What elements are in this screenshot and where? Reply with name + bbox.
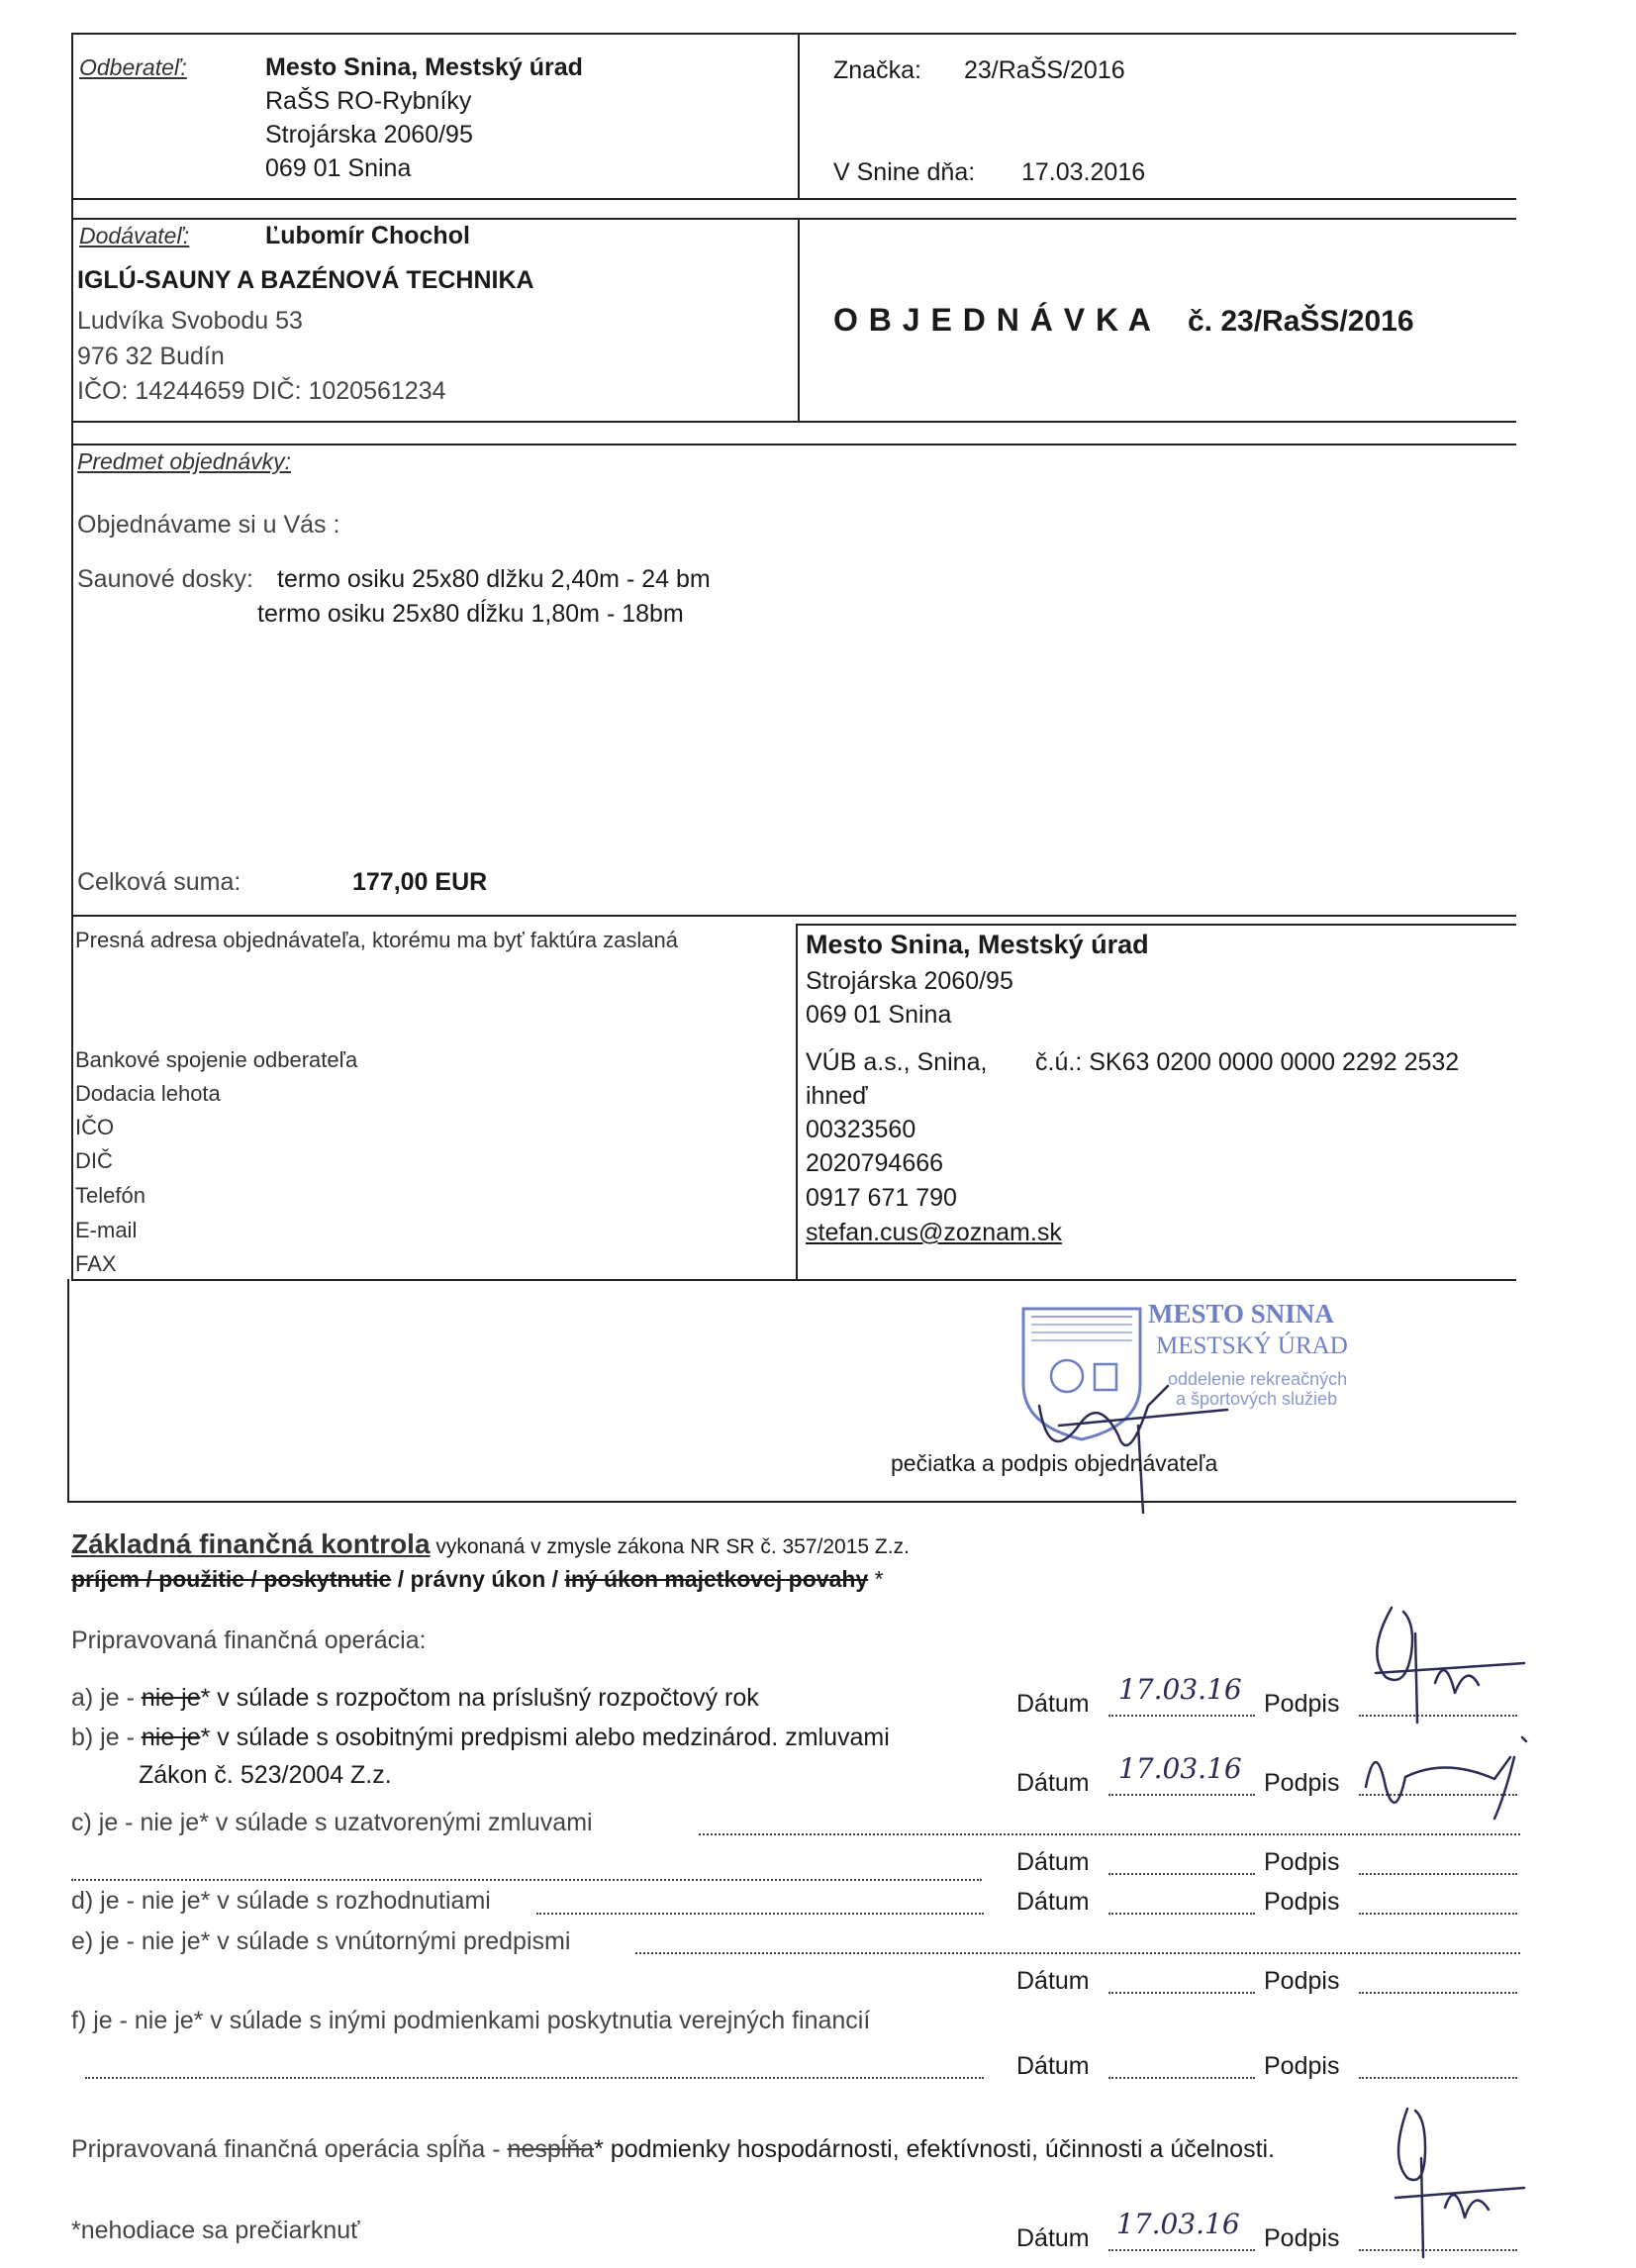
frame-divider xyxy=(798,218,800,421)
dodavatel-city: 976 32 Budín xyxy=(77,343,225,370)
total-value: 177,00 EUR xyxy=(352,868,488,896)
row-a-pre: a) je - xyxy=(71,1684,142,1712)
row-value-lehota: ihneď xyxy=(806,1082,868,1110)
datum-field-a xyxy=(1108,1715,1255,1717)
frame-divider xyxy=(796,924,798,1279)
frame-line xyxy=(71,1279,1516,1281)
dodavatel-ico-dic: IČO: 14244659 DIČ: 1020561234 xyxy=(77,377,446,405)
operacia-label: Pripravovaná finančná operácia: xyxy=(71,1627,427,1654)
row-b-post: * v súlade s osobitnými predpismi alebo medzinárod. zmluvami xyxy=(200,1724,890,1751)
frame-line xyxy=(71,444,1516,445)
total-label: Celková suma: xyxy=(77,868,241,896)
kontrola-heading: Základná finančná kontrola xyxy=(71,1528,431,1559)
row-d-dots xyxy=(536,1913,984,1915)
dodavatel-label: Dodávateľ: xyxy=(79,223,190,248)
row-label-ico: IČO xyxy=(75,1115,115,1139)
row-value-ico: 00323560 xyxy=(806,1116,916,1143)
frame-line xyxy=(71,915,1516,917)
row-label-lehota: Dodacia lehota xyxy=(75,1081,221,1106)
frame-line xyxy=(798,924,1516,926)
predmet-prefix: Saunové dosky: xyxy=(77,565,253,593)
faktura-city: 069 01 Snina xyxy=(806,1001,952,1029)
datum-label-c: Dátum xyxy=(1016,1848,1090,1876)
frame-left-border xyxy=(67,1279,69,1501)
podpis-field-d xyxy=(1359,1913,1517,1915)
datum-label: V Snine dňa: xyxy=(833,158,976,186)
predmet-intro: Objednávame si u Vás : xyxy=(77,511,340,539)
stamp-line: MESTO SNINA xyxy=(1148,1299,1334,1329)
podpis-label-final: Podpis xyxy=(1264,2224,1340,2252)
final-pre: Pripravovaná finančná operácia spĺňa - xyxy=(71,2135,508,2163)
podpis-label-e: Podpis xyxy=(1264,1967,1340,1995)
datum-label-a: Dátum xyxy=(1016,1690,1090,1718)
row-a-text xyxy=(71,1683,759,1713)
faktura-street: Strojárska 2060/95 xyxy=(806,967,1013,995)
row-b-strike: nie je xyxy=(141,1724,201,1751)
row-a-post: * v súlade s rozpočtom na príslušný rozpočtový rok xyxy=(200,1684,759,1712)
footnote: *nehodiace sa prečiarknuť xyxy=(71,2217,360,2244)
datum-field-e xyxy=(1108,1992,1255,1994)
datum-field-final xyxy=(1108,2249,1255,2251)
kontrola-subheading xyxy=(71,1564,884,1594)
odberatel-name: Mesto Snina, Mestský úrad xyxy=(265,53,583,81)
row-value-dic: 2020794666 xyxy=(806,1149,944,1177)
znacka-value: 23/RaŠS/2016 xyxy=(964,56,1125,84)
row-value-telefon: 0917 671 790 xyxy=(806,1184,957,1212)
dodavatel-company: IGLÚ-SAUNY A BAZÉNOVÁ TECHNIKA xyxy=(77,266,534,294)
final-statement xyxy=(71,2134,1275,2164)
podpis-field-f xyxy=(1359,2077,1517,2079)
kontrola-mid: / právny úkon / xyxy=(391,1566,565,1592)
datum-label-b: Dátum xyxy=(1016,1769,1090,1797)
final-strike: nespĺňa xyxy=(507,2135,595,2163)
row-b-line2: Zákon č. 523/2004 Z.z. xyxy=(139,1761,392,1789)
faktura-name: Mesto Snina, Mestský úrad xyxy=(806,930,1149,959)
odberatel-line: 069 01 Snina xyxy=(265,154,412,182)
datum-field-f xyxy=(1108,2077,1255,2079)
row-d-text: d) je - nie je* v súlade s rozhodnutiami xyxy=(71,1887,491,1915)
dodavatel-street: Ludvíka Svobodu 53 xyxy=(77,307,303,335)
odberatel-line: RaŠS RO-Rybníky xyxy=(265,87,472,115)
kontrola-heading-rest: vykonaná v zmysle zákona NR SR č. 357/2015 Z.z. xyxy=(430,1535,910,1558)
kontrola-strike-1: príjem / použitie / poskytnutie xyxy=(71,1566,392,1592)
row-label-bank: Bankové spojenie odberateľa xyxy=(75,1047,358,1072)
row-b-pre: b) je - xyxy=(71,1724,142,1751)
row-label-telefon: Telefón xyxy=(75,1183,145,1208)
row-label-fax: FAX xyxy=(75,1251,117,1276)
podpis-field-e xyxy=(1359,1992,1517,1994)
final-post: * podmienky hospodárnosti, efektívnosti, účinnosti a účelnosti. xyxy=(594,2135,1276,2163)
datum-field-c xyxy=(1108,1873,1255,1875)
row-e-dots xyxy=(635,1952,1520,1954)
row-c-dots xyxy=(699,1833,1520,1835)
document-number: č. 23/RaŠS/2016 xyxy=(1188,305,1414,338)
email-link[interactable]: stefan.cus@zoznam.sk xyxy=(806,1219,1062,1246)
datum-field-d xyxy=(1108,1913,1255,1915)
row-label-dic: DIČ xyxy=(75,1148,113,1173)
faktura-address-label: Presná adresa objednávateľa, ktorému ma byť faktúra zaslaná xyxy=(75,928,679,952)
podpis-label-b: Podpis xyxy=(1264,1769,1340,1797)
kontrola-heading-line xyxy=(71,1529,910,1562)
datum-value-b: 17.03.16 xyxy=(1118,1752,1242,1785)
kontrola-strike-2: iný úkon majetkovej povahy xyxy=(564,1566,869,1592)
frame-divider xyxy=(798,33,800,198)
frame-line xyxy=(71,218,1516,220)
kontrola-star: * xyxy=(868,1566,884,1592)
frame-left-border xyxy=(71,33,73,1280)
row-a-strike: nie je xyxy=(141,1684,201,1712)
row-label-email: E-mail xyxy=(75,1218,138,1242)
signature-b xyxy=(1356,1727,1554,1826)
row-c-text: c) je - nie je* v súlade s uzatvorenými zmluvami xyxy=(71,1809,593,1836)
stamp-line: a športových služieb xyxy=(1176,1389,1338,1409)
row-value-bank: VÚB a.s., Snina, č.ú.: SK63 0200 0000 0000 2292 2532 xyxy=(806,1048,1460,1076)
signature-a xyxy=(1356,1594,1534,1732)
frame-line xyxy=(71,198,1516,200)
podpis-label-c: Podpis xyxy=(1264,1848,1340,1876)
datum-field-b xyxy=(1108,1794,1255,1796)
datum-label-f: Dátum xyxy=(1016,2052,1090,2080)
datum-label-e: Dátum xyxy=(1016,1967,1090,1995)
znacka-label: Značka: xyxy=(833,56,921,84)
podpis-label-d: Podpis xyxy=(1264,1888,1340,1916)
podpis-label-a: Podpis xyxy=(1264,1690,1340,1718)
document-title: O B J E D N Á V K A xyxy=(833,302,1152,338)
stamp-line: MESTSKÝ ÚRAD xyxy=(1156,1332,1348,1359)
dodavatel-name: Ľubomír Chochol xyxy=(265,222,470,249)
stamp-line: oddelenie rekreačných xyxy=(1168,1369,1348,1389)
row-f-text: f) je - nie je* v súlade s inými podmienkami poskytnutia verejných financií xyxy=(71,2007,871,2034)
odberatel-line: Strojárska 2060/95 xyxy=(265,121,473,148)
signature-final xyxy=(1386,2099,1534,2267)
podpis-field-c xyxy=(1359,1873,1517,1875)
stamp-caption: pečiatka a podpis objednávateľa xyxy=(891,1450,1218,1476)
podpis-label-f: Podpis xyxy=(1264,2052,1340,2080)
row-b-text xyxy=(71,1723,890,1752)
frame-top-line xyxy=(71,33,1516,35)
datum-value-final: 17.03.16 xyxy=(1116,2208,1240,2240)
datum-value: 17.03.2016 xyxy=(1021,158,1146,186)
predmet-item: termo osiku 25x80 dlžku 2,40m - 24 bm xyxy=(277,565,711,593)
datum-value-a: 17.03.16 xyxy=(1118,1673,1242,1706)
stamp-signature xyxy=(1019,1366,1237,1515)
odberatel-label: Odberateľ: xyxy=(79,54,187,80)
datum-label-final: Dátum xyxy=(1016,2224,1090,2252)
row-e-text: e) je - nie je* v súlade s vnútornými predpismi xyxy=(71,1927,571,1955)
row-c-dots-2 xyxy=(71,1879,982,1881)
frame-bottom-line xyxy=(67,1501,1516,1503)
datum-label-d: Dátum xyxy=(1016,1888,1090,1916)
frame-line xyxy=(71,421,1516,423)
row-f-dots xyxy=(85,2077,984,2079)
predmet-item: termo osiku 25x80 dĺžku 1,80m - 18bm xyxy=(257,600,684,628)
predmet-label: Predmet objednávky: xyxy=(77,448,292,474)
